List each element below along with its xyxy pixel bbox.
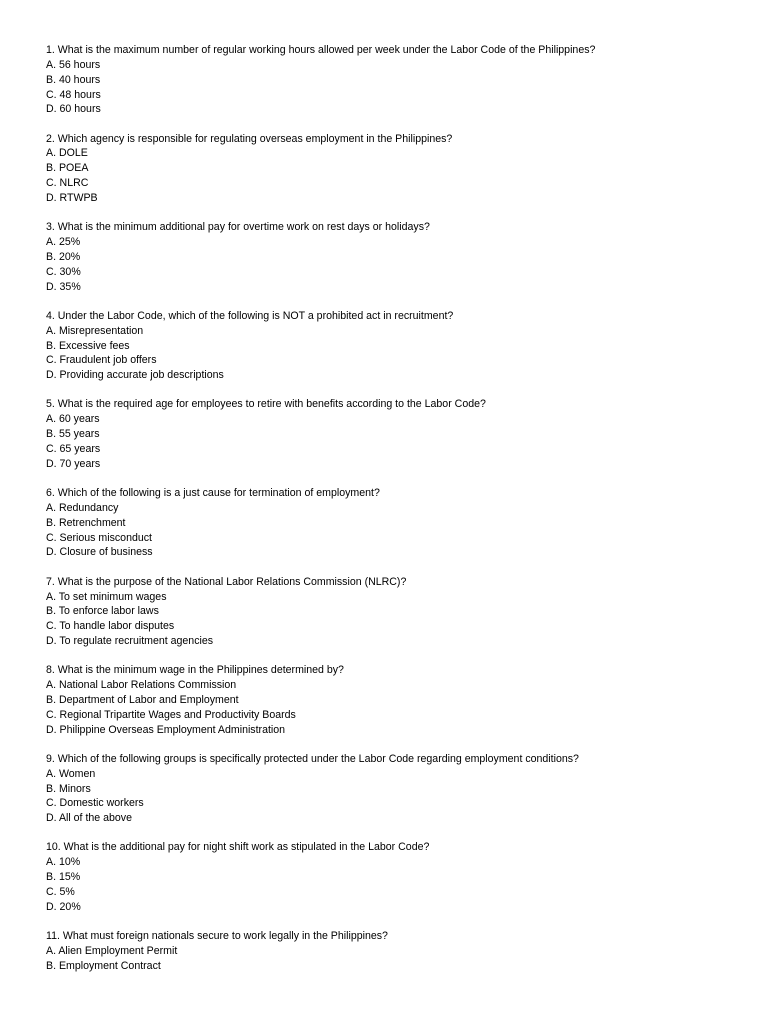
question-text: 7. What is the purpose of the National Labor Relations Commission (NLRC)? — [46, 575, 407, 588]
answer-option: D. Providing accurate job descriptions — [46, 369, 224, 382]
question-item — [46, 220, 746, 294]
answer-option: C. 5% — [46, 886, 75, 899]
question-item — [46, 575, 746, 649]
answer-option: D. Philippine Overseas Employment Administration — [46, 723, 286, 736]
question-item — [46, 663, 746, 737]
question-text: 5. What is the required age for employees to retire with benefits according to the Labor Code? — [46, 398, 486, 411]
question-text: 11. What must foreign nationals secure to work legally in the Philippines? — [46, 930, 388, 943]
answer-option: C. Serious misconduct — [46, 531, 152, 544]
question-list — [46, 43, 746, 988]
question-item — [46, 43, 746, 117]
question-text: 4. Under the Labor Code, which of the following is NOT a prohibited act in recruitment? — [46, 309, 454, 322]
question-item — [46, 309, 746, 383]
answer-option: C. 65 years — [46, 442, 101, 455]
answer-option: D. 70 years — [46, 457, 101, 470]
answer-option: C. 48 hours — [46, 88, 101, 101]
answer-option: A. 10% — [46, 856, 81, 869]
question-text: 10. What is the additional pay for night shift work as stipulated in the Labor Code? — [46, 841, 430, 854]
answer-option: D. Closure of business — [46, 546, 153, 559]
answer-option: C. Regional Tripartite Wages and Productivity Boards — [46, 708, 296, 721]
question-text: 8. What is the minimum wage in the Philippines determined by? — [46, 664, 344, 677]
answer-option: C. NLRC — [46, 177, 89, 190]
answer-option: B. Employment Contract — [46, 959, 161, 972]
answer-option: A. 56 hours — [46, 58, 101, 71]
answer-option: A. Redundancy — [46, 501, 119, 514]
answer-option: D. All of the above — [46, 812, 132, 825]
answer-option: B. POEA — [46, 162, 89, 175]
answer-option: D. To regulate recruitment agencies — [46, 635, 214, 648]
answer-option: A. Misrepresentation — [46, 324, 144, 337]
question-item — [46, 840, 746, 914]
answer-option: D. 60 hours — [46, 103, 101, 116]
answer-option: C. 30% — [46, 265, 81, 278]
answer-option: B. 15% — [46, 871, 81, 884]
answer-option: A. Alien Employment Permit — [46, 944, 178, 957]
question-text: 1. What is the maximum number of regular working hours allowed per week under the Labor Code of the Philippines? — [46, 44, 596, 56]
answer-option: D. 20% — [46, 900, 81, 913]
answer-option: A. To set minimum wages — [46, 590, 167, 603]
question-item — [46, 929, 746, 974]
question-item — [46, 397, 746, 471]
answer-option: A. Women — [46, 767, 96, 780]
answer-option: D. 35% — [46, 280, 81, 293]
answer-option: B. Retrenchment — [46, 516, 126, 529]
answer-option: C. Domestic workers — [46, 797, 144, 810]
answer-option: A. National Labor Relations Commission — [46, 679, 237, 692]
question-item — [46, 486, 746, 560]
answer-option: B. Minors — [46, 782, 91, 795]
answer-option: C. Fraudulent job offers — [46, 354, 157, 367]
question-text: 3. What is the minimum additional pay for overtime work on rest days or holidays? — [46, 221, 430, 234]
question-text: 2. Which agency is responsible for regulating overseas employment in the Philippines? — [46, 132, 453, 145]
answer-option: B. 40 hours — [46, 73, 101, 86]
question-item — [46, 752, 746, 826]
answer-option: A. 25% — [46, 236, 81, 249]
answer-option: B. To enforce labor laws — [46, 605, 159, 618]
answer-option: B. 20% — [46, 250, 81, 263]
answer-option: B. 55 years — [46, 428, 100, 441]
answer-option: A. 60 years — [46, 413, 100, 426]
question-text: 6. Which of the following is a just cause for termination of employment? — [46, 487, 380, 500]
answer-option: B. Excessive fees — [46, 339, 130, 352]
answer-option: D. RTWPB — [46, 191, 98, 204]
answer-option: B. Department of Labor and Employment — [46, 693, 239, 706]
answer-option: A. DOLE — [46, 147, 88, 160]
question-item — [46, 132, 746, 206]
answer-option: C. To handle labor disputes — [46, 620, 175, 633]
question-text: 9. Which of the following groups is specifically protected under the Labor Code regarding employment conditions? — [46, 752, 579, 765]
